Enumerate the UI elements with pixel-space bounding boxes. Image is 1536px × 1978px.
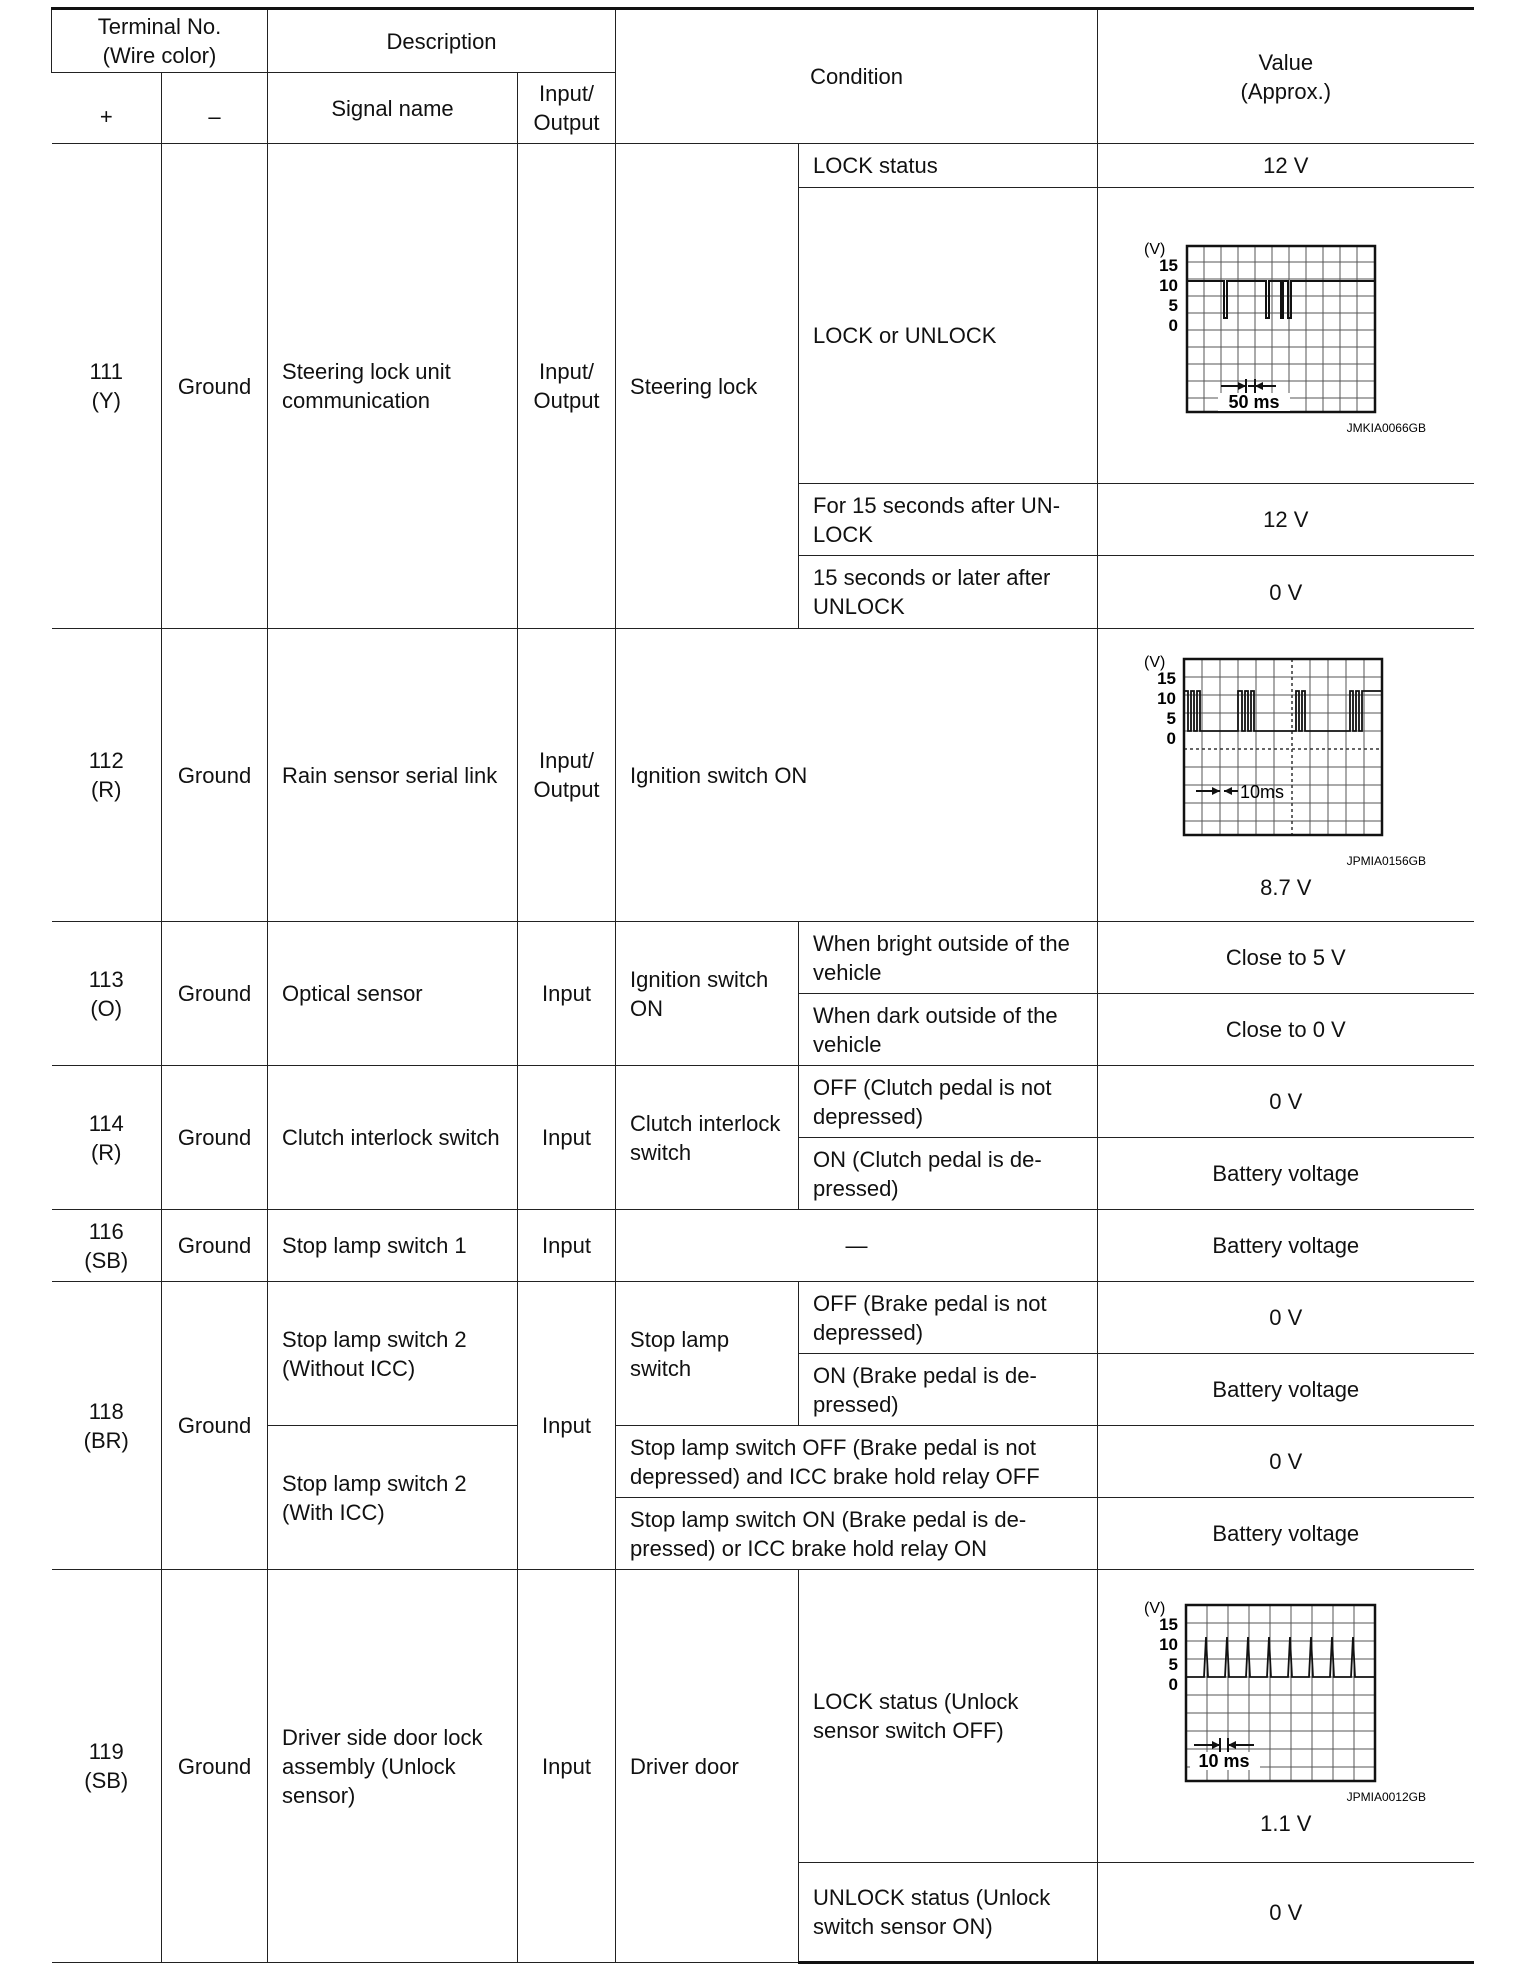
terminal-number: 112 (88, 748, 124, 773)
subcondition-114-off: OFF (Clutch pedal is not depressed) (799, 1066, 1098, 1138)
signal-116: Stop lamp switch 1 (268, 1210, 518, 1282)
arrowhead-right (1228, 1741, 1236, 1749)
arrowhead-left (1238, 382, 1246, 390)
time-label-111: 50 ms (1228, 391, 1280, 412)
subcondition-113-dark: When dark outside of the vehicle (799, 994, 1098, 1066)
condition-112: Ignition switch ON (616, 629, 1098, 922)
value-118-off: 0 V (1098, 1282, 1474, 1354)
approx-label: (Approx.) (1240, 78, 1332, 104)
terminal-112 (52, 629, 162, 922)
signal-118-without-icc: Stop lamp switch 2 (Without ICC) (268, 1282, 518, 1426)
value-119-unlock: 0 V (1098, 1863, 1474, 1963)
arrowhead-left (1212, 1741, 1220, 1749)
wire-color: (O) (90, 995, 123, 1021)
plot-frame (1187, 246, 1375, 412)
arrowhead-right (1255, 382, 1263, 390)
terminal-no-label: Terminal No. (97, 14, 222, 39)
terminal-113 (52, 922, 162, 1066)
io-116: Input (518, 1210, 616, 1282)
waveform-chart-112 (1136, 649, 1436, 869)
tick-10: 10 (1158, 275, 1178, 295)
io-118: Input (518, 1282, 616, 1570)
ground-113: Ground (162, 922, 268, 1066)
tick-0: 0 (1168, 315, 1178, 335)
terminal-number: 111 (89, 359, 123, 384)
waveform-chart-111 (1136, 236, 1436, 436)
tick-5: 5 (1168, 295, 1178, 315)
arrowhead-right (1224, 787, 1232, 795)
terminal-118 (52, 1282, 162, 1570)
plot-frame (1184, 659, 1382, 835)
minus-label: – (208, 103, 221, 129)
subcondition-111-lock: LOCK status (799, 144, 1098, 188)
value-113-dark: Close to 0 V (1098, 994, 1474, 1066)
ground-118: Ground (162, 1282, 268, 1570)
io-113: Input (518, 922, 616, 1066)
grid (1187, 246, 1375, 412)
waveform-code-111: JMKIA0066GB (1346, 420, 1426, 435)
ground-112: Ground (162, 629, 268, 922)
ground-114: Ground (162, 1066, 268, 1210)
subcondition-118-on: ON (Brake pedal is de-pressed) (799, 1354, 1098, 1426)
signal-112: Rain sensor serial link (268, 629, 518, 922)
condition-116: — (616, 1210, 1098, 1282)
signal-name-header: Signal name (268, 73, 518, 144)
condition-119: Driver door (616, 1570, 799, 1963)
signal-118-with-icc: Stop lamp switch 2 (With ICC) (268, 1426, 518, 1570)
subcondition-111-lock-unlock: LOCK or UNLOCK (799, 188, 1098, 484)
tick-0: 0 (1166, 728, 1176, 748)
condition-114: Clutch interlock switch (616, 1066, 799, 1210)
wire-color: (Y) (91, 388, 121, 413)
value-112: 8.7 V (1260, 874, 1312, 900)
terminal-spec-table (51, 7, 1474, 1964)
ground-111: Ground (162, 144, 268, 629)
condition-118-icc-on: Stop lamp switch ON (Brake pedal is de-pressed) or ICC brake hold relay ON (616, 1498, 1098, 1570)
terminal-number: 114 (88, 1110, 124, 1136)
value-111-15s-later: 0 V (1098, 556, 1474, 629)
terminal-number: 118 (88, 1398, 124, 1424)
time-label-112: 10ms (1239, 781, 1284, 802)
subcondition-119-unlock: UNLOCK status (Unlock switch sensor ON) (799, 1863, 1098, 1963)
condition-113: Ignition switch ON (616, 922, 799, 1066)
signal-114: Clutch interlock switch (268, 1066, 518, 1210)
terminal-no-header (52, 9, 268, 73)
waveform-code-119: JPMIA0012GB (1346, 1789, 1426, 1804)
plus-header (52, 73, 162, 144)
subcondition-118-off: OFF (Brake pedal is not depressed) (799, 1282, 1098, 1354)
value-111-15s-after: 12 V (1098, 484, 1474, 556)
terminal-114 (52, 1066, 162, 1210)
axis-unit: (V) (1143, 240, 1166, 258)
tick-5: 5 (1166, 708, 1176, 728)
waveform-trace (1184, 691, 1382, 731)
value-118-on: Battery voltage (1098, 1354, 1474, 1426)
signal-111: Steering lock unit communication (268, 144, 518, 629)
signal-119: Driver side door lock assembly (Unlock sensor) (268, 1570, 518, 1963)
waveform-trace (1187, 281, 1375, 318)
value-114-off: 0 V (1098, 1066, 1474, 1138)
value-118-icc-on: Battery voltage (1098, 1498, 1474, 1570)
value-111-waveform-cell (1098, 188, 1474, 484)
terminal-111 (52, 144, 162, 629)
tick-15: 15 (1158, 255, 1178, 275)
subcondition-111-15s-after: For 15 seconds after UN-LOCK (799, 484, 1098, 556)
wire-color: (SB) (84, 1768, 129, 1793)
wire-color-label: (Wire color) (102, 43, 217, 68)
tick-10: 10 (1158, 1634, 1178, 1654)
subcondition-114-on: ON (Clutch pedal is de-pressed) (799, 1138, 1098, 1210)
terminal-number: 119 (88, 1739, 124, 1764)
subcondition-113-bright: When bright outside of the vehicle (799, 922, 1098, 994)
wire-color: (SB) (84, 1247, 129, 1273)
arrowhead-left (1212, 787, 1220, 795)
value-112-waveform-cell (1098, 629, 1474, 922)
waveform-code-112: JPMIA0156GB (1346, 853, 1426, 868)
terminal-number: 113 (88, 966, 124, 992)
wire-color: (R) (90, 1139, 122, 1165)
terminal-number: 116 (88, 1218, 124, 1244)
terminal-116 (52, 1210, 162, 1282)
value-113-bright: Close to 5 V (1098, 922, 1474, 994)
subcondition-119-lock: LOCK status (Unlock sensor switch OFF) (799, 1570, 1098, 1863)
minus-header (162, 73, 268, 144)
value-label: Value (1258, 49, 1314, 75)
subcondition-111-15s-later: 15 seconds or later after UNLOCK (799, 556, 1098, 629)
value-116: Battery voltage (1098, 1210, 1474, 1282)
signal-113: Optical sensor (268, 922, 518, 1066)
plus-label: + (99, 103, 113, 129)
condition-header: Condition (616, 9, 1098, 144)
io-111: Input/ Output (518, 144, 616, 629)
value-111-lock: 12 V (1098, 144, 1474, 188)
ground-116: Ground (162, 1210, 268, 1282)
waveform-chart-119 (1136, 1595, 1436, 1805)
value-119-waveform-cell (1098, 1570, 1474, 1863)
description-header: Description (268, 9, 616, 73)
condition-118-stop-lamp: Stop lamp switch (616, 1282, 799, 1426)
axis-unit: (V) (1143, 1599, 1166, 1617)
io-114: Input (518, 1066, 616, 1210)
input-output-header: Input/ Output (518, 73, 616, 144)
time-label-119: 10 ms (1198, 1750, 1250, 1771)
tick-5: 5 (1168, 1654, 1178, 1674)
waveform-trace (1186, 1637, 1375, 1677)
io-112: Input/ Output (518, 629, 616, 922)
tick-0: 0 (1168, 1674, 1178, 1694)
terminal-119 (52, 1570, 162, 1963)
wire-color: (BR) (83, 1427, 129, 1453)
value-114-on: Battery voltage (1098, 1138, 1474, 1210)
value-118-icc-off: 0 V (1098, 1426, 1474, 1498)
tick-15: 15 (1156, 668, 1176, 688)
condition-111: Steering lock (616, 144, 799, 629)
tick-15: 15 (1158, 1614, 1178, 1634)
value-header (1098, 9, 1474, 144)
io-119: Input (518, 1570, 616, 1963)
value-119-lock: 1.1 V (1260, 1810, 1312, 1836)
condition-118-icc-off: Stop lamp switch OFF (Brake pedal is not depressed) and ICC brake hold relay OFF (616, 1426, 1098, 1498)
ground-119: Ground (162, 1570, 268, 1963)
tick-10: 10 (1156, 688, 1176, 708)
grid (1184, 659, 1382, 835)
wire-color: (R) (90, 777, 122, 802)
axis-unit: (V) (1143, 653, 1166, 671)
